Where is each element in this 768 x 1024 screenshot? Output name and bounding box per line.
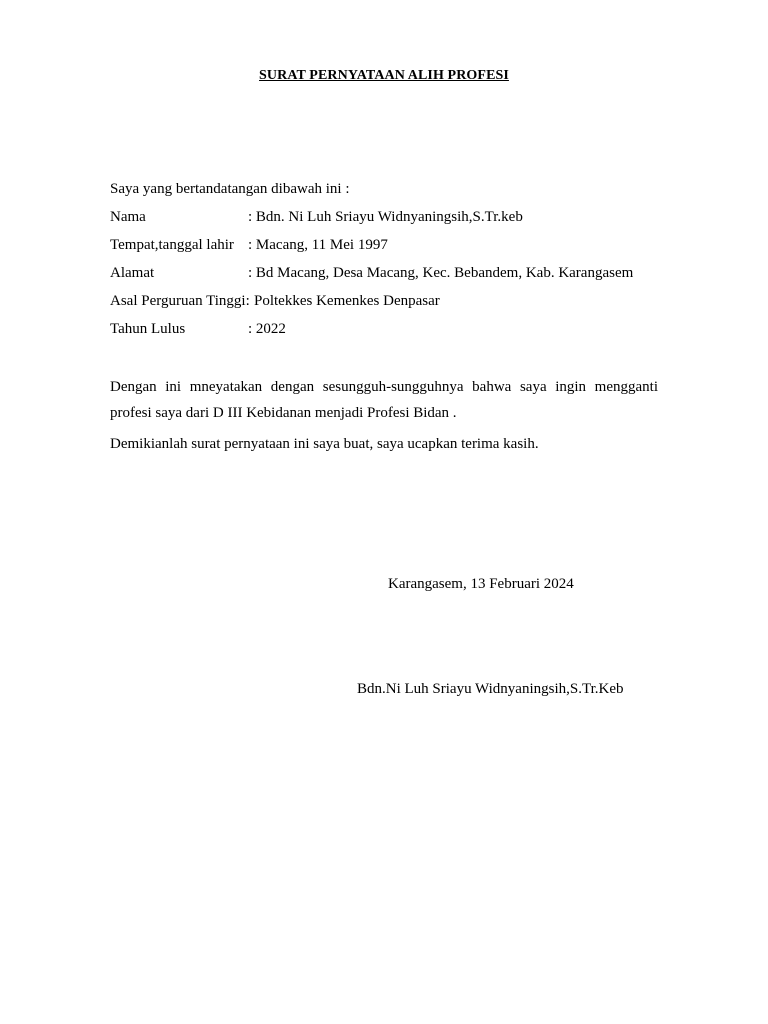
field-label: Asal Perguruan Tinggi: bbox=[110, 293, 250, 309]
field-label: Alamat bbox=[110, 265, 155, 281]
field-label: Tempat,tanggal lahir bbox=[110, 237, 234, 253]
statement-paragraph: Dengan ini mneyatakan dengan sesungguh-sungguhnya bahwa saya ingin mengganti profesi saya dari D III Kebidanan menjadi Profesi Bidan . bbox=[110, 379, 658, 421]
field-label: Nama bbox=[110, 209, 146, 225]
field-value: : Macang, 11 Mei 1997 bbox=[248, 237, 388, 253]
field-value: : 2022 bbox=[248, 321, 286, 337]
document-title: SURAT PERNYATAAN ALIH PROFESI bbox=[259, 68, 509, 83]
field-value: : Bdn. Ni Luh Sriayu Widnyaningsih,S.Tr.keb bbox=[248, 209, 523, 225]
intro-text: Saya yang bertandatangan dibawah ini : bbox=[110, 181, 350, 197]
signer-name: Bdn.Ni Luh Sriayu Widnyaningsih,S.Tr.Keb bbox=[357, 681, 624, 697]
closing-paragraph: Demikianlah surat pernyataan ini saya buat, saya ucapkan terima kasih. bbox=[110, 436, 539, 452]
place-date: Karangasem, 13 Februari 2024 bbox=[388, 576, 574, 592]
field-value: : Bd Macang, Desa Macang, Kec. Bebandem, Kab. Karangasem bbox=[248, 265, 634, 281]
field-label: Tahun Lulus bbox=[110, 321, 186, 337]
field-value: Poltekkes Kemenkes Denpasar bbox=[254, 293, 440, 309]
